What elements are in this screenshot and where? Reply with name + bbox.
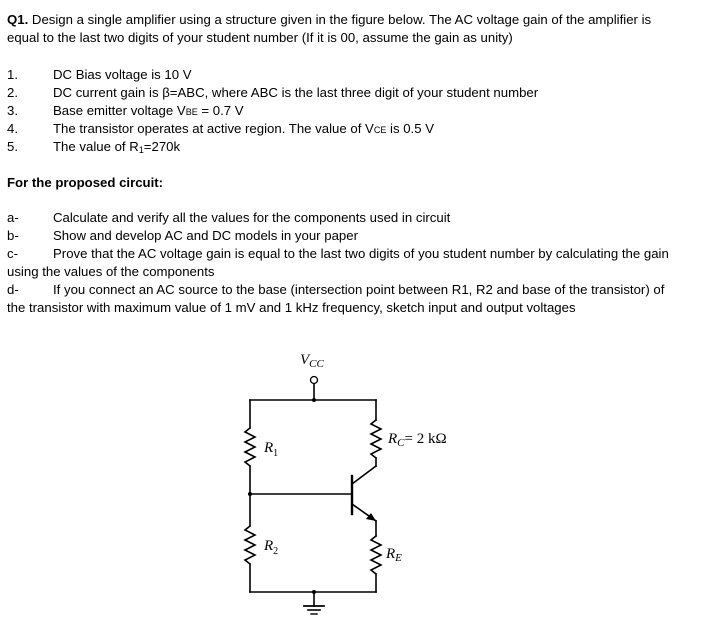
task-item-c-continued: using the values of the components — [7, 264, 215, 279]
spec-number: 3. — [7, 103, 18, 118]
proposed-circuit-heading: For the proposed circuit: — [7, 175, 164, 190]
vcc-label: $V_{CC}$ — [300, 352, 324, 370]
rc-resistor — [371, 420, 381, 458]
re-label: $R_E$ — [386, 546, 402, 564]
task-text: Show and develop AC and DC models in your paper — [53, 228, 358, 243]
spec-text: DC current gain is β=ABC, where ABC is the last three digit of your student number — [53, 85, 539, 100]
task-text: Prove that the AC voltage gain is equal to the last two digits of you student number by calculating the gain — [53, 246, 669, 261]
question-heading: Q1. — [7, 12, 29, 27]
task-text: Calculate and verify all the values for the components used in circuit — [53, 210, 451, 225]
task-label: c- — [7, 246, 18, 261]
r2-resistor — [245, 526, 255, 564]
spec-number: 2. — [7, 85, 18, 100]
r1-resistor — [245, 428, 255, 466]
spec-number: 1. — [7, 67, 18, 82]
task-item-d-continued: the transistor with maximum value of 1 mV and 1 kHz frequency, sketch input and output voltages — [7, 300, 576, 315]
task-label: d- — [7, 282, 19, 297]
r2-label: $R_2$ — [264, 538, 279, 557]
question-intro-line1: Q1. Design a single amplifier using a structure given in the figure below. The AC voltage gain of the amplifier is — [7, 12, 652, 27]
vcc-terminal — [311, 377, 318, 384]
spec-text: The transistor operates at active region. The value of VCE is 0.5 V — [53, 121, 434, 136]
rc-label: $R_C= 2$ kΩ — [388, 431, 447, 449]
task-text: If you connect an AC source to the base (intersection point between R1, R2 and base of the transistor) of — [53, 282, 665, 297]
question-intro-line2: equal to the last two digits of your student number (If it is 00, assume the gain as unity) — [7, 30, 513, 45]
re-resistor — [371, 536, 381, 574]
spec-text: Base emitter voltage VBE = 0.7 V — [53, 103, 244, 118]
spec-text: DC Bias voltage is 10 V — [53, 67, 192, 82]
r1-label: $R_1$ — [264, 440, 279, 459]
spec-number: 5. — [7, 139, 18, 154]
task-label: a- — [7, 210, 19, 225]
spec-text: The value of R1=270k — [53, 139, 181, 155]
transistor-collector — [352, 466, 376, 484]
amplifier-circuit-diagram — [220, 340, 450, 625]
spec-number: 4. — [7, 121, 18, 136]
task-label: b- — [7, 228, 19, 243]
